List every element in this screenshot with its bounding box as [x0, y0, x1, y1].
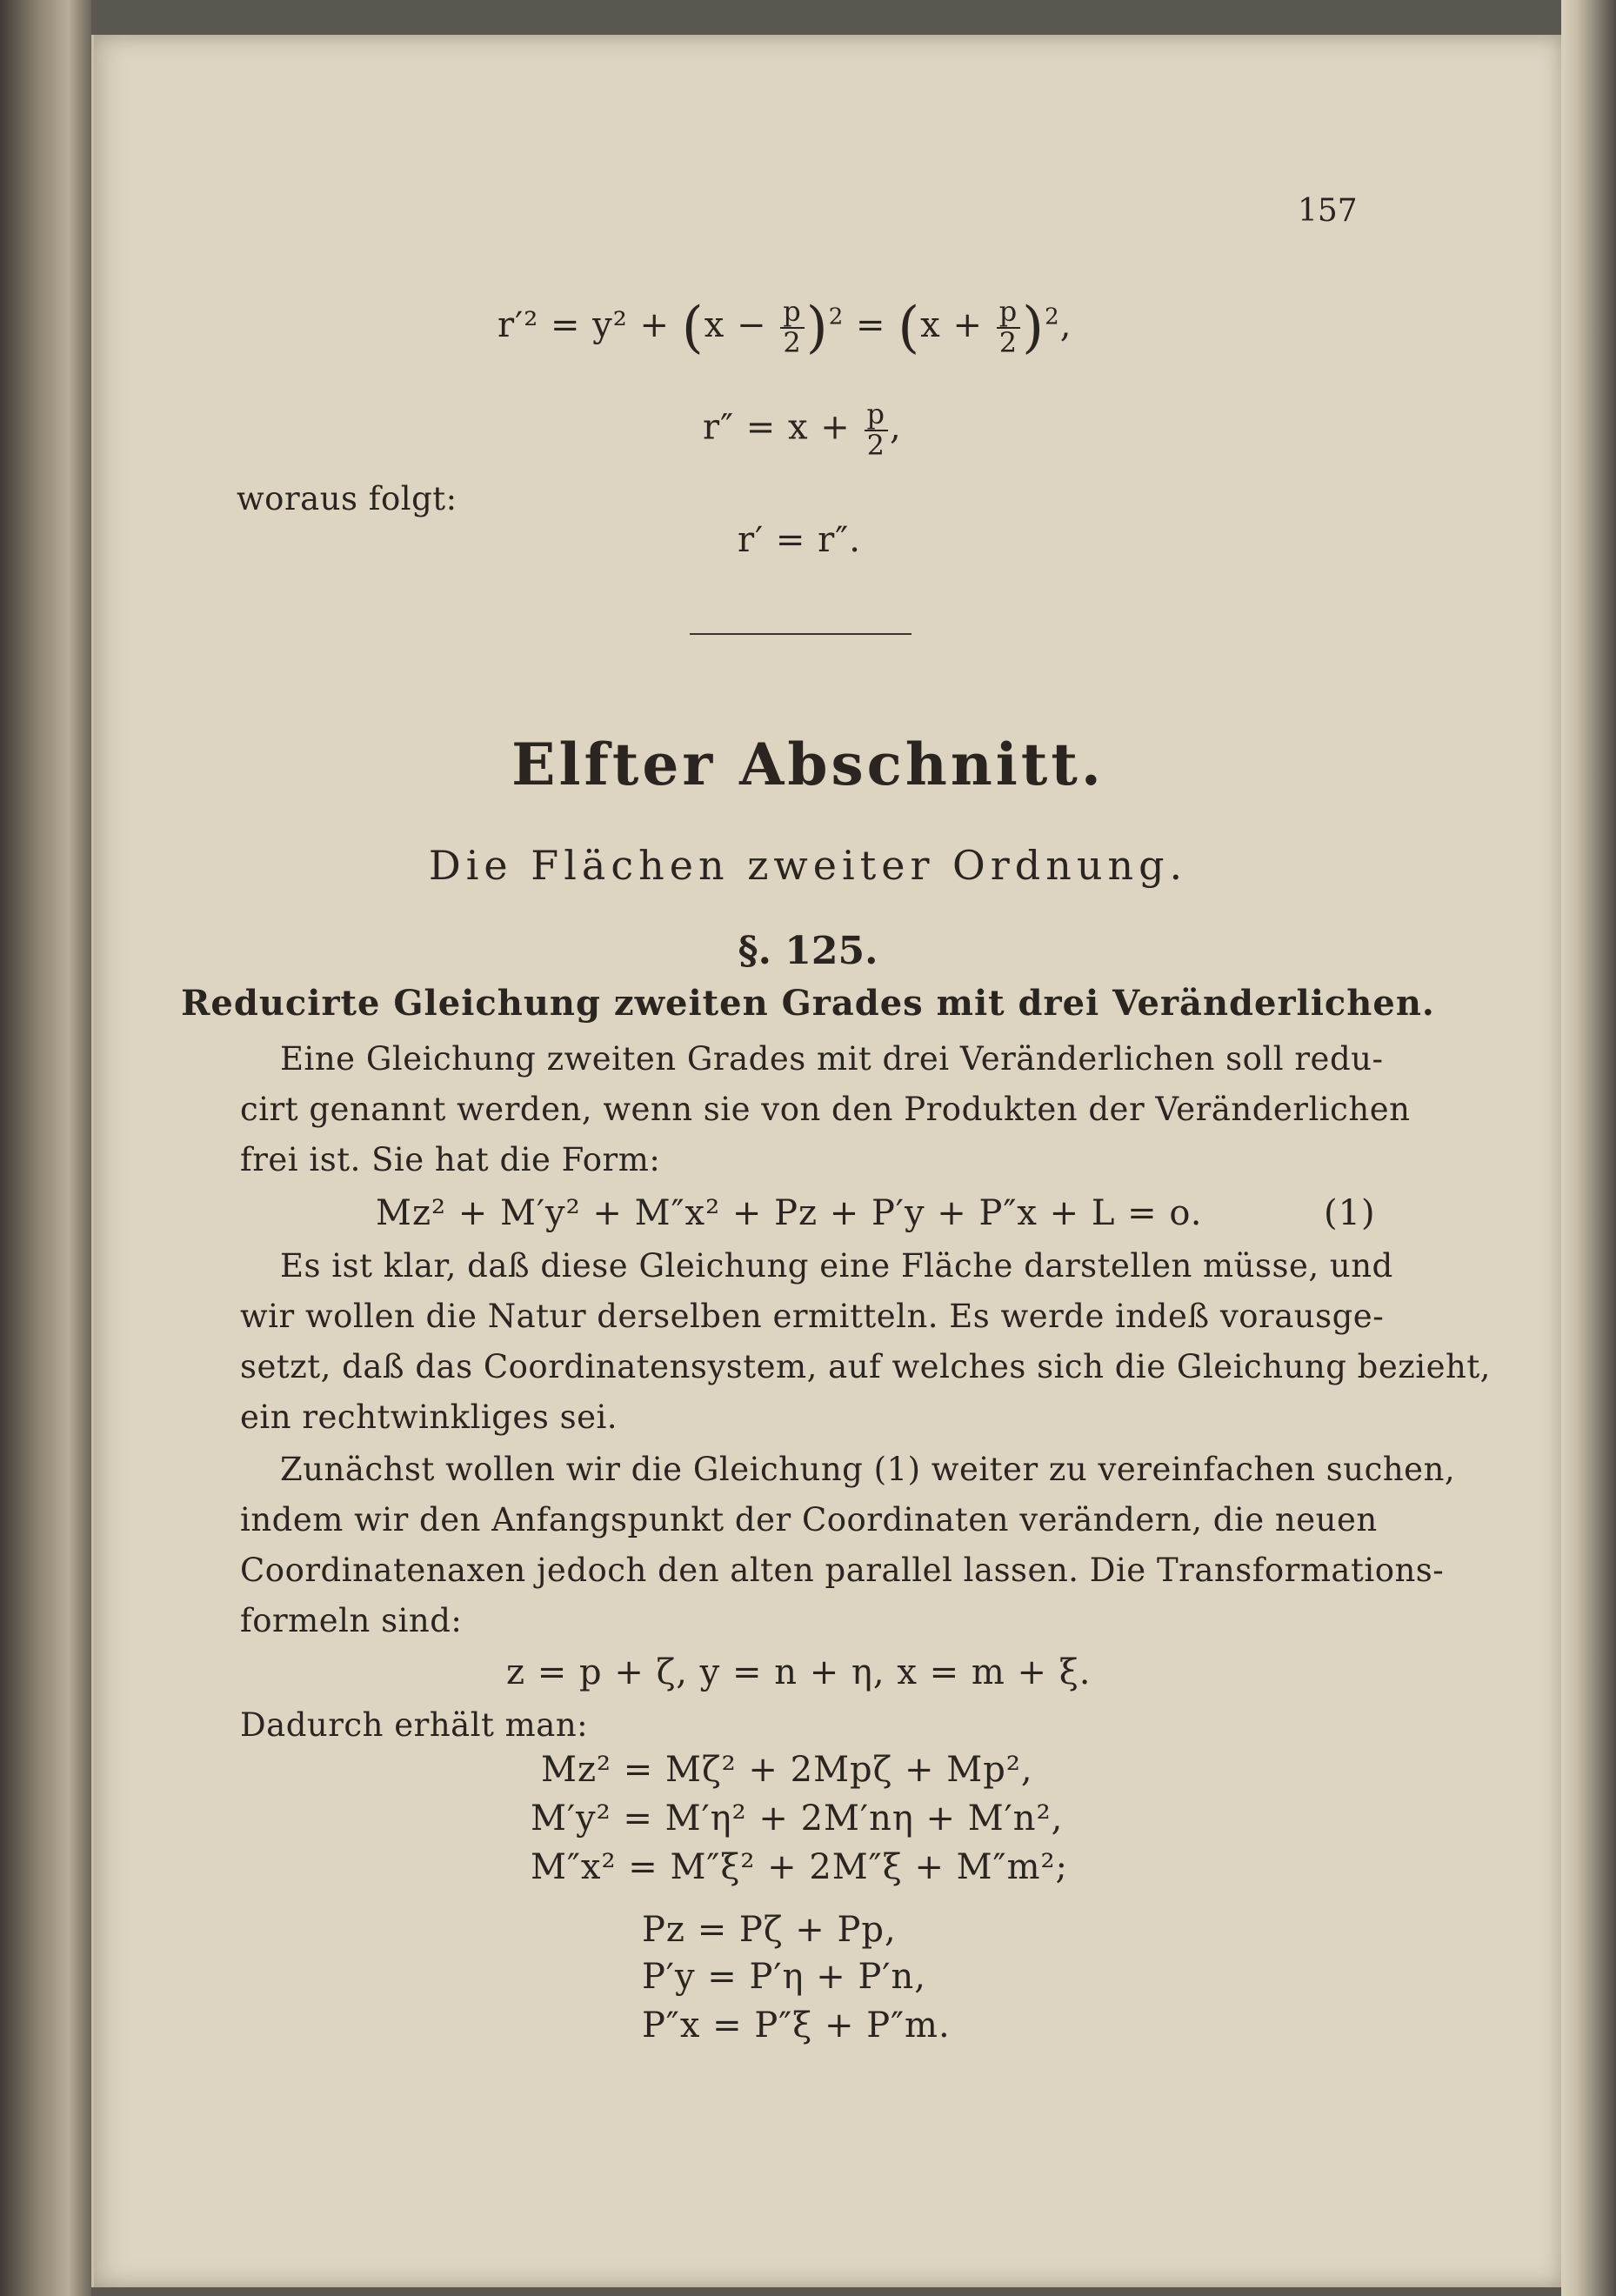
text-line: cirt genannt werden, wenn sie von den Produkten der Veränderlichen: [240, 1091, 1411, 1128]
text-line: wir wollen die Natur derselben ermitteln. Es werde indeß vorausge-: [240, 1298, 1385, 1335]
equation-transformation: z = p + ζ, y = n + η, x = m + ξ.: [506, 1652, 1092, 1692]
numerator: p: [780, 297, 804, 329]
text-line: indem wir den Anfangspunkt der Coordinaten verändern, die neuen: [240, 1501, 1378, 1538]
fraction: [997, 297, 1020, 357]
text-line: ein rechtwinkliges sei.: [240, 1398, 618, 1436]
numerator: p: [865, 400, 888, 431]
denominator: 2: [866, 428, 885, 462]
woraus-text: woraus folgt:: [237, 480, 457, 517]
equation-line: Mz² = Mζ² + 2Mpζ + Mp²,: [541, 1750, 1033, 1790]
eq1-mid1: x −: [704, 305, 767, 345]
eq2-lhs: r″ = x +: [703, 407, 851, 448]
equation-r-double-prime: [703, 397, 902, 462]
text-line: formeln sind:: [240, 1602, 463, 1639]
text-line: Es ist klar, daß diese Gleichung eine Fläche darstellen müsse, und: [280, 1247, 1393, 1285]
text-line: frei ist. Sie hat die Form:: [240, 1141, 661, 1178]
section-title: Elfter Abschnitt.: [511, 731, 1105, 798]
text-line: Eine Gleichung zweiten Grades mit drei Veränderlichen soll redu-: [280, 1040, 1384, 1078]
paren-close: ): [805, 296, 829, 360]
eq1-lhs: r′² = y² +: [497, 305, 671, 345]
right-page-edge: [1561, 0, 1616, 2296]
equation-line: P″x = P″ξ + P″m.: [642, 2006, 951, 2046]
equation-line: M′y² = M′η² + 2M′nη + M′n²,: [531, 1799, 1064, 1839]
eq1-end: ,: [1059, 305, 1072, 345]
equation-r-prime: [497, 296, 1072, 360]
paragraph-heading: Reducirte Gleichung zweiten Grades mit drei Veränderlichen.: [181, 983, 1435, 1024]
paren-close: ): [1022, 296, 1045, 360]
text-line: Zunächst wollen wir die Gleichung (1) weiter zu vereinfachen suchen,: [280, 1451, 1456, 1488]
equation-r-equal: r′ = r″.: [738, 520, 861, 560]
equation-line: P′y = P′η + P′n,: [642, 1957, 926, 1997]
section-subtitle: Die Flächen zweiter Ordnung.: [428, 842, 1188, 889]
equation-number: (1): [1324, 1193, 1376, 1233]
numerator: p: [997, 297, 1020, 329]
text-line: Coordinatenaxen jedoch den alten parallel lassen. Die Transformations-: [240, 1552, 1445, 1589]
paragraph-number: §. 125.: [738, 929, 878, 973]
paren-open: (: [898, 296, 921, 360]
text-line: setzt, daß das Coordinatensystem, auf welches sich die Gleichung bezieht,: [240, 1348, 1491, 1385]
paren-open: (: [681, 296, 704, 360]
equation-line: M″x² = M″ξ² + 2M″ξ + M″m²;: [531, 1847, 1069, 1887]
text-line: Dadurch erhält man:: [240, 1706, 589, 1744]
exponent: 2: [828, 304, 845, 330]
page-number: 157: [1298, 193, 1358, 229]
left-page-edge: [0, 0, 91, 2296]
eq1-mid3: x +: [920, 305, 983, 345]
denominator: 2: [998, 326, 1018, 359]
exponent: 2: [1045, 304, 1060, 330]
equation-line: Pz = Pζ + Pp,: [642, 1910, 897, 1950]
fraction: [780, 297, 804, 357]
equation-main: Mz² + M′y² + M″x² + Pz + P′y + P″x + L = o.: [376, 1193, 1203, 1233]
fraction: [865, 397, 888, 462]
section-divider: [690, 633, 912, 635]
denominator: 2: [783, 326, 802, 359]
eq1-mid2: =: [855, 305, 886, 345]
eq2-end: ,: [890, 407, 902, 448]
